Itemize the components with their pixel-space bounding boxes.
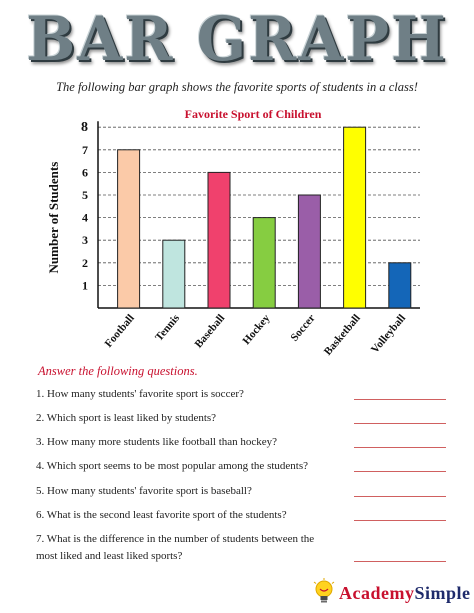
question-text: 2. Which sport is least liked by students? xyxy=(36,412,217,424)
bar-hockey xyxy=(253,218,275,308)
question-text: 1. How many students' favorite sport is soccer? xyxy=(36,388,244,400)
question-text: 4. Which sport seems to be most popular among the students? xyxy=(36,460,309,472)
question-text: 5. How many students' favorite sport is baseball? xyxy=(36,485,252,497)
academy-simple-logo xyxy=(312,578,471,608)
answer-line[interactable] xyxy=(354,520,446,521)
answer-line[interactable] xyxy=(354,423,446,424)
answer-line[interactable] xyxy=(354,399,446,400)
bar-basketball xyxy=(344,127,366,308)
bar-soccer xyxy=(298,195,320,308)
y-tick-label: 4 xyxy=(82,210,88,225)
page-subtitle: The following bar graph shows the favorite sports of students in a class! xyxy=(56,80,418,94)
y-tick-label: 6 xyxy=(82,165,88,180)
y-axis-label: Number of Students xyxy=(46,161,61,274)
chart-title: Favorite Sport of Children xyxy=(184,107,322,121)
bar-chart xyxy=(0,100,474,362)
page-title: BAR GRAPH xyxy=(26,3,448,75)
x-tick-label: Hockey xyxy=(240,312,273,348)
page-title-banner xyxy=(0,4,474,74)
question-text: 3. How many more students like football than hockey? xyxy=(36,436,278,448)
questions-header: Answer the following questions. xyxy=(38,364,198,378)
answer-line[interactable] xyxy=(354,447,446,448)
x-tick-label: Basketball xyxy=(321,312,363,358)
x-tick-label: Volleyball xyxy=(368,312,409,356)
x-tick-label: Football xyxy=(102,312,137,350)
bar-football xyxy=(118,150,140,308)
logo-text xyxy=(339,583,471,604)
y-tick-label: 7 xyxy=(82,142,88,157)
y-tick-label: 1 xyxy=(82,278,88,293)
logo-part-simple: Simple xyxy=(414,582,471,603)
x-tick-label: Baseball xyxy=(192,312,228,351)
x-tick-label: Tennis xyxy=(153,312,183,344)
question-text: 6. What is the second least favorite sport of the students? xyxy=(36,509,287,521)
answer-line[interactable] xyxy=(354,471,446,472)
x-tick-label: Soccer xyxy=(288,312,318,344)
lightbulb-icon xyxy=(312,578,336,608)
y-tick-label: 3 xyxy=(82,233,88,248)
y-tick-label: 5 xyxy=(82,188,88,202)
bar-volleyball xyxy=(389,263,411,308)
answer-line[interactable] xyxy=(354,561,446,562)
logo-part-academy: Academy xyxy=(339,582,415,603)
question-text: 7. What is the difference in the number of students between the most liked and least liked sports? xyxy=(36,533,315,562)
bar-baseball xyxy=(208,172,230,308)
answer-line[interactable] xyxy=(354,496,446,497)
y-tick-label: 2 xyxy=(82,255,88,270)
y-tick-label: 8 xyxy=(81,120,88,136)
bar-tennis xyxy=(163,240,185,308)
